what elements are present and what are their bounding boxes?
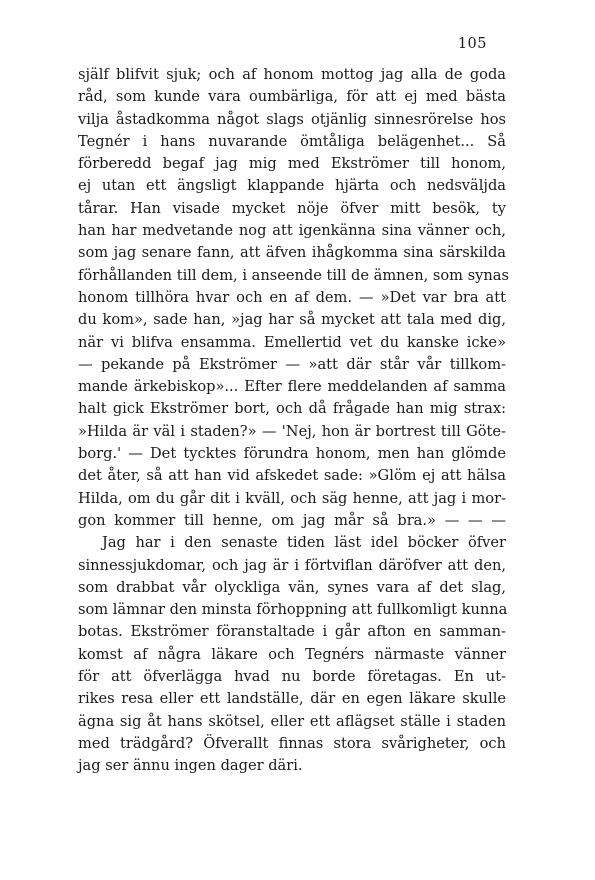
text-line: själf blifvit sjuk; och af honom mottog jag alla de goda: [78, 66, 506, 83]
text-line: med trädgård? Öfverallt finnas stora svårigheter, och: [78, 734, 506, 752]
text-line: förhållanden till dem, i anseende till de ämnen, som synas: [78, 266, 509, 284]
body-text: [78, 64, 509, 778]
text-line: det åter, så att han vid afskedet sade: »Glöm ej att hälsa: [78, 467, 506, 485]
text-line: Hilda, om du går dit i kväll, och säg henne, att jag i mor-: [78, 489, 506, 507]
text-line: ej utan ett ängsligt klappande hjärta och nedsväljda: [78, 177, 506, 195]
text-line: Tegnér i hans nuvarande ömtåliga belägenhet... Så: [78, 132, 506, 150]
text-line: när vi blifva ensamma. Emellertid vet du kanske icke»: [78, 333, 506, 351]
text-line: vilja åstadkomma något slags otjänlig sinnesrörelse hos: [78, 110, 506, 128]
text-line: »Hilda är väl i staden?» — 'Nej, hon är bortrest till Göte-: [78, 422, 506, 440]
text-line: råd, som kunde vara oumbärliga, för att ej med bästa: [78, 88, 506, 106]
text-line: som jag senare fann, att äfven ihågkomma sina särskilda: [78, 244, 506, 262]
text-line: botas. Ekströmer föranstaltade i går afton en samman-: [78, 623, 506, 641]
text-line: som drabbat vår olyckliga vän, synes vara af det slag,: [78, 578, 506, 596]
text-line: ägna sig åt hans skötsel, eller ett aflägset ställe i staden: [78, 712, 506, 730]
text-line: honom tillhöra hvar och en af dem. — »Det var bra att: [78, 288, 506, 306]
text-line: borg.' — Det tycktes förundra honom, men han glömde: [78, 445, 506, 463]
text-line: komst af några läkare och Tegnérs närmaste vänner: [78, 645, 506, 663]
text-line: halt gick Ekströmer bort, och då frågade han mig strax:: [78, 400, 506, 418]
page-number: 105: [457, 36, 487, 52]
text-line: mande ärkebiskop»... Efter flere meddelanden af samma: [78, 378, 506, 396]
text-line: rikes resa eller ett landställe, där en egen läkare skulle: [78, 690, 506, 708]
text-line: sinnessjukdomar, och jag är i förtviflan däröfver att den,: [78, 556, 506, 574]
text-line: för att öfverlägga hvad nu borde företagas. En ut-: [78, 668, 506, 686]
text-line: tårar. Han visade mycket nöje öfver mitt besök, ty: [78, 199, 506, 217]
text-line: du kom», sade han, »jag har så mycket att tala med dig,: [78, 311, 506, 329]
text-line: förberedd begaf jag mig med Ekströmer till honom,: [78, 155, 506, 173]
text-line: — pekande på Ekströmer — »att där står vår tillkom-: [78, 355, 506, 373]
text-line: som lämnar den minsta förhoppning att fullkomligt kunna: [78, 601, 508, 619]
paragraph-start-line: Jag har i den senaste tiden läst idel böcker öfver: [102, 534, 506, 552]
paragraph-end-line: gon kommer till henne, om jag mår så bra.» — — —: [78, 511, 506, 529]
paragraph-end-line: jag ser ännu ingen dager däri.: [78, 757, 303, 775]
text-line: han har medvetande nog att igenkänna sina vänner och,: [78, 222, 506, 240]
